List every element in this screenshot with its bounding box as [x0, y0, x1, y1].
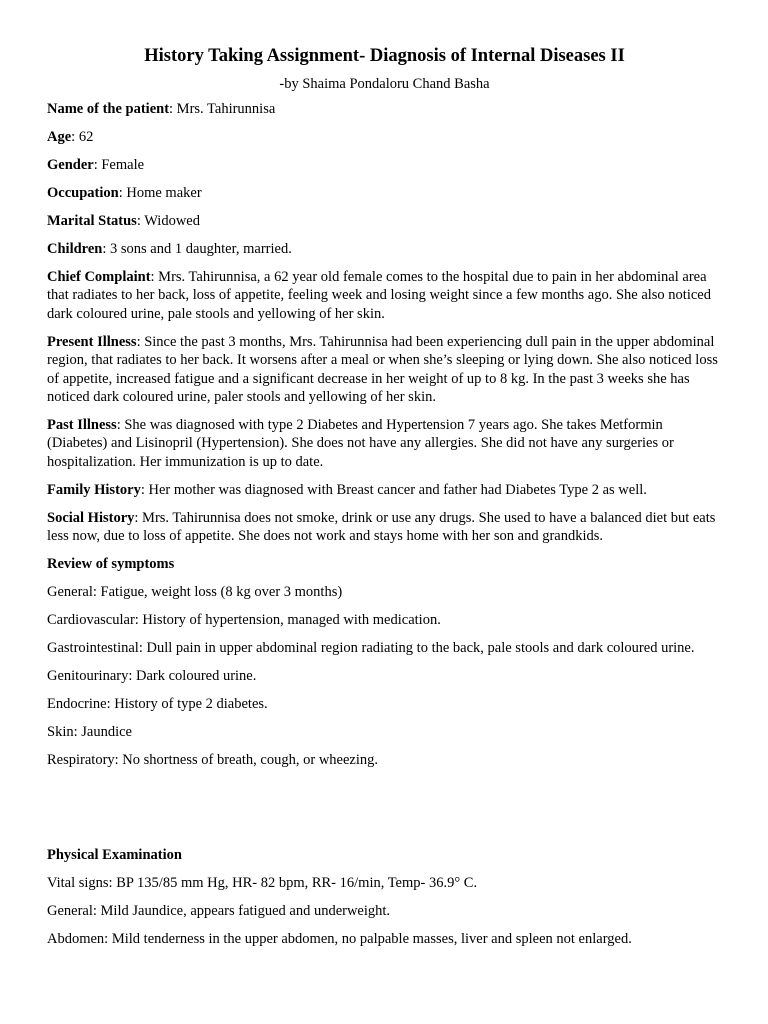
field-value: : Mrs. Tahirunnisa does not smoke, drink or use any drugs. She used to have a balanced diet but eats less now, due to loss of appetite. She does not work and stays home with her son and grandkids.: [47, 509, 716, 545]
patient-age-field: [47, 128, 722, 146]
field-label: Age: [47, 129, 72, 145]
field-label: Gender: [47, 157, 94, 173]
blank-space: [47, 770, 722, 837]
field-label: Marital Status: [47, 213, 137, 229]
field-value: : Widowed: [136, 213, 200, 229]
field-label: Chief Complaint: [47, 269, 151, 285]
field-value: : Mrs. Tahirunnisa: [169, 101, 276, 117]
field-value: : Home maker: [118, 185, 202, 201]
review-item-cardiovascular: Cardiovascular: History of hypertension, managed with medication.: [47, 612, 441, 629]
field-label: Social History: [47, 509, 135, 526]
review-item-skin: Skin: Jaundice: [47, 724, 132, 741]
document-title: History Taking Assignment- Diagnosis of Internal Diseases II: [144, 46, 625, 66]
field-label: Children: [47, 241, 103, 257]
field-label: Occupation: [47, 185, 119, 201]
family-history-paragraph: [47, 481, 722, 499]
patient-occupation-field: [47, 184, 722, 202]
patient-name-field: [47, 100, 722, 118]
exam-item-general: General: Mild Jaundice, appears fatigued and underweight.: [47, 903, 391, 920]
field-value: : Mrs. Tahirunnisa, a 62 year old female comes to the hospital due to pain in her abdominal area that radiates to her back, loss of appetite, feeling week and losing weight since a few months ago. She also noticed dark coloured urine, pale stools and yellowing of her skin.: [47, 269, 711, 322]
field-value: : Since the past 3 months, Mrs. Tahirunnisa had been experiencing dull pain in the upper abdominal region, that radiates to her back. It worsens after a meal or when she’s sleeping or lying down. She also noticed loss of appetite, increased fatigue and a significant decrease in her weight of up to 8 kg. In the past 3 weeks she has noticed dark coloured urine, paler stools and yellowing of her skin.: [47, 333, 718, 406]
review-item-genitourinary: Genitourinary: Dark coloured urine.: [47, 668, 257, 685]
field-label: Name of the patient: [47, 101, 170, 117]
field-value: : Her mother was diagnosed with Breast cancer and father had Diabetes Type 2 as well.: [140, 481, 647, 498]
patient-gender-field: [47, 156, 722, 174]
patient-children-field: [47, 240, 722, 258]
review-of-symptoms-heading: Review of symptoms: [47, 556, 175, 573]
patient-marital-status-field: [47, 212, 722, 230]
social-history-paragraph: [47, 509, 722, 546]
field-label: Past Illness: [47, 417, 117, 434]
field-value: : She was diagnosed with type 2 Diabetes and Hypertension 7 years ago. She takes Metformin (Diabetes) and Lisinopril (Hypertension). She does not have any allergies. She did not have any surgeries or hospitalization. Her immunization is up to date.: [47, 417, 674, 470]
exam-item-vital-signs: Vital signs: BP 135/85 mm Hg, HR- 82 bpm, RR- 16/min, Temp- 36.9° C.: [47, 875, 478, 892]
exam-item-abdomen: Abdomen: Mild tenderness in the upper abdomen, no palpable masses, liver and spleen not enlarged.: [47, 931, 632, 948]
review-item-endocrine: Endocrine: History of type 2 diabetes.: [47, 696, 268, 713]
author-byline: -by Shaima Pondaloru Chand Basha: [279, 76, 490, 92]
chief-complaint-paragraph: [47, 268, 722, 323]
review-item-general: General: Fatigue, weight loss (8 kg over 3 months): [47, 584, 343, 601]
review-item-gastrointestinal: Gastrointestinal: Dull pain in upper abdominal region radiating to the back, pale stools and dark coloured urine.: [47, 640, 695, 657]
review-item-respiratory: Respiratory: No shortness of breath, cough, or wheezing.: [47, 752, 379, 769]
field-value: : Female: [93, 157, 145, 173]
physical-examination-heading: Physical Examination: [47, 847, 182, 864]
field-value: : 3 sons and 1 daughter, married.: [102, 241, 292, 257]
past-illness-paragraph: [47, 416, 722, 471]
field-value: : 62: [71, 129, 94, 145]
field-label: Present Illness: [47, 333, 137, 350]
field-label: Family History: [47, 481, 141, 498]
present-illness-paragraph: [47, 333, 722, 407]
